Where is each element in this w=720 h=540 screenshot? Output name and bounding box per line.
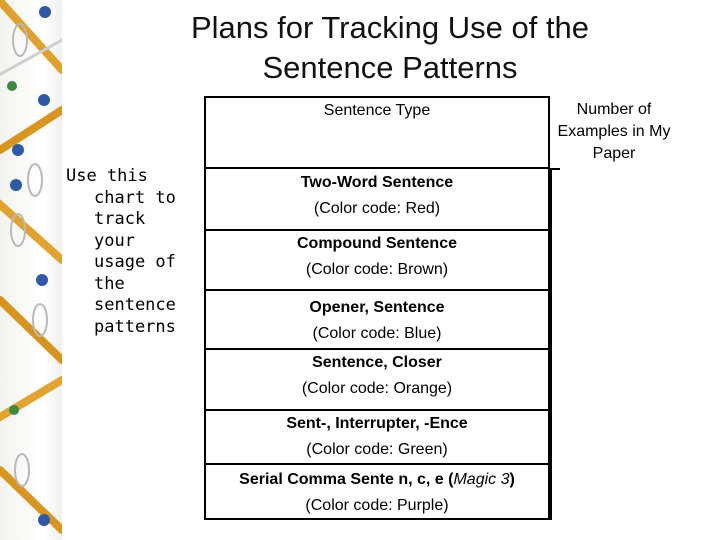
table-row <box>206 231 548 283</box>
title-line-2: Sentence Patterns <box>262 50 518 85</box>
table-row <box>206 170 548 222</box>
row-divider <box>206 167 550 169</box>
color-code: (Color code: Red) <box>313 200 441 217</box>
name-text: Serial Comma Sente n, c, e ( <box>239 471 454 488</box>
sentence-type-name: Compound Sentence <box>296 235 457 252</box>
decorative-border <box>0 0 62 540</box>
name-end: ) <box>509 471 515 488</box>
name-italic: Magic 3 <box>453 471 510 488</box>
sentence-type-name: Sentence, Closer <box>312 354 442 371</box>
row-divider <box>206 463 550 465</box>
sentence-type-name: Two-Word Sentence <box>300 174 454 191</box>
color-code: (Color code: Blue) <box>312 325 442 342</box>
sentence-type-name <box>206 467 548 493</box>
header-number-of-examples: Number of Examples in My Paper <box>557 101 671 162</box>
color-code: (Color code: Purple) <box>305 497 449 514</box>
color-code: (Color code: Green) <box>306 441 448 458</box>
sentence-type-name: Opener, Sentence <box>309 299 445 316</box>
instruction-note <box>66 166 186 338</box>
page-title <box>90 8 690 88</box>
instruction-rest: chart to track your usage of the sentence patterns <box>94 187 176 337</box>
table-row <box>206 350 548 402</box>
count-column-divider <box>550 168 552 520</box>
table-row <box>206 467 548 519</box>
row-divider <box>206 289 550 291</box>
table-row <box>206 411 548 463</box>
color-code: (Color code: Brown) <box>305 261 449 278</box>
title-line-1: Plans for Tracking Use of the <box>190 10 590 45</box>
pencils-and-pins-illustration <box>0 0 62 540</box>
color-code: (Color code: Orange) <box>301 380 453 397</box>
instruction-first-line: Use this <box>66 166 148 186</box>
table-row <box>206 295 548 347</box>
sentence-type-name: Sent-, Interrupter, -Ence <box>286 415 468 432</box>
header-sentence-type: Sentence Type <box>323 102 431 119</box>
